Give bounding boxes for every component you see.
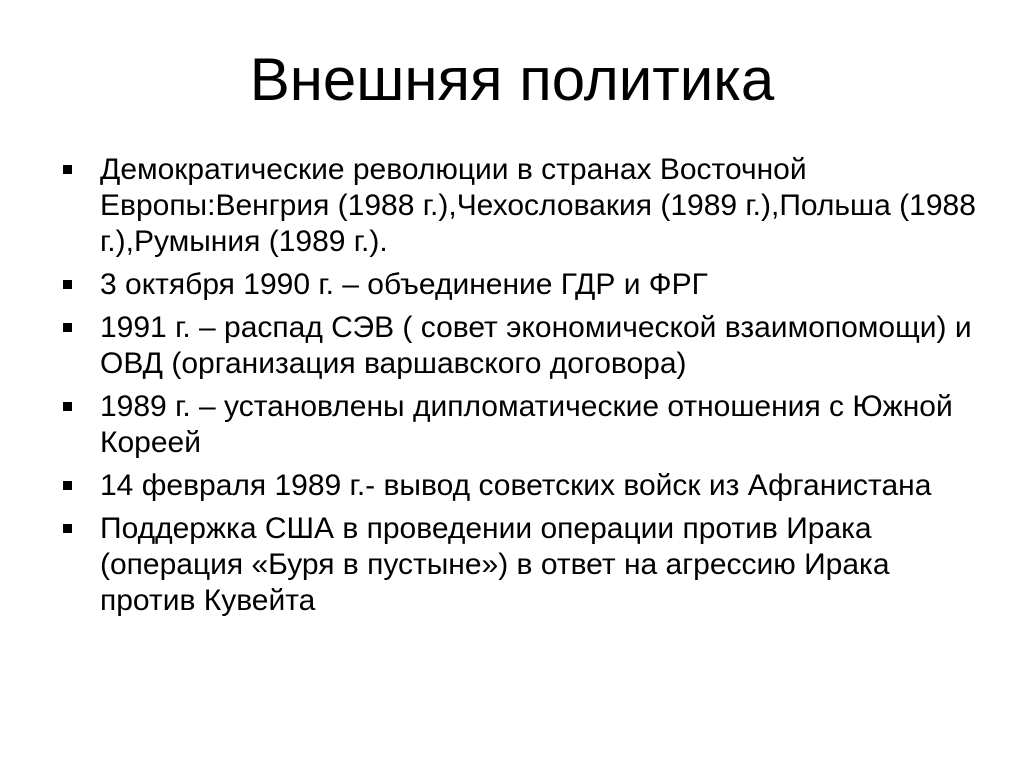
bullet-item — [60, 267, 980, 303]
bullet-text: 1991 г. – распад СЭВ ( совет экономической взаимопомощи) и ОВД (организация варшавского договора) — [100, 311, 972, 380]
bullet-item — [60, 389, 980, 461]
bullet-text: Демократические революции в странах Восточной Европы:Венгрия (1988 г.),Чехословакия (1989 г.),Польша (1988 г.),Румыния (1989 г.). — [100, 153, 976, 258]
square-bullet-icon — [63, 524, 72, 533]
square-bullet-icon — [63, 323, 72, 332]
bullet-item — [60, 310, 980, 382]
bullet-text: 3 октября 1990 г. – объединение ГДР и ФРГ — [100, 268, 708, 301]
square-bullet-icon — [63, 165, 72, 174]
bullet-text: 14 февраля 1989 г.- вывод советских войск из Афганистана — [100, 469, 932, 502]
bullet-text: 1989 г. – установлены дипломатические отношения с Южной Кореей — [100, 390, 953, 459]
bullet-item — [60, 152, 980, 260]
bullet-text: Поддержка США в проведении операции против Ирака (операция «Буря в пустыне») в ответ на агрессию Ирака против Кувейта — [100, 512, 890, 617]
square-bullet-icon — [63, 481, 72, 490]
bullet-list — [60, 152, 980, 626]
square-bullet-icon — [63, 280, 72, 289]
bullet-item — [60, 511, 980, 619]
square-bullet-icon — [63, 402, 72, 411]
bullet-item — [60, 468, 980, 504]
slide-title: Внешняя политика — [249, 46, 775, 113]
